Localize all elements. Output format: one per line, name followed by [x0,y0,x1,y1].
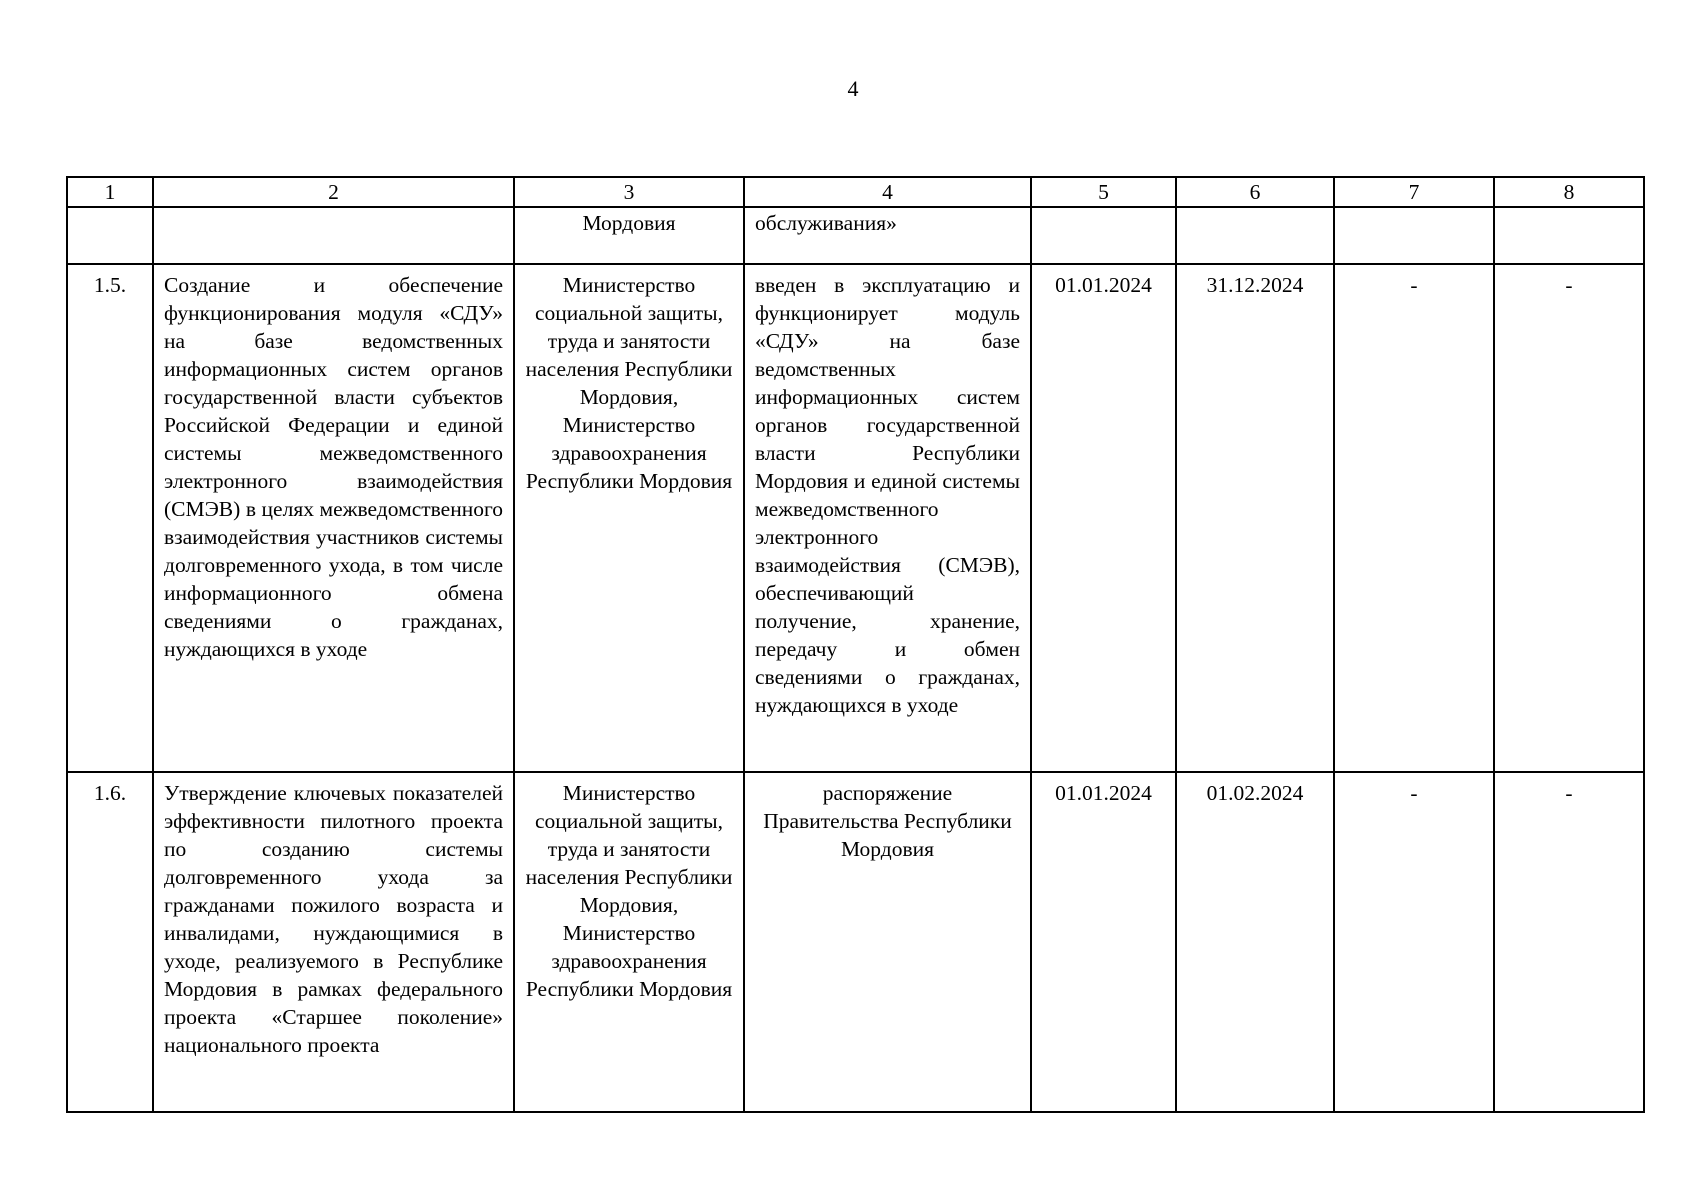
table-row [67,772,1644,1112]
continuation-responsible-cell: Мордовия [514,207,744,264]
header-row [67,177,1644,207]
row-col8: - [1494,264,1644,772]
row-end-date: 01.02.2024 [1176,772,1334,1112]
continuation-row [67,207,1644,264]
continuation-start-cell [1031,207,1176,264]
row-start-date: 01.01.2024 [1031,264,1176,772]
header-cell-4: 4 [744,177,1031,207]
row-col7: - [1334,264,1494,772]
header-cell-6: 6 [1176,177,1334,207]
row-number: 1.6. [67,772,153,1112]
row-result: введен в эксплуатацию и функционирует модуль «СДУ» на базе ведомственных информационных систем органов государственной власти Республики Мордовия и единой системы межведомственного электронного взаимодействия (СМЭВ), обеспечивающий получение, хранение, передачу и обмен сведениями о гражданах, нуждающихся в уходе [744,264,1031,772]
continuation-col7-cell [1334,207,1494,264]
continuation-end-cell [1176,207,1334,264]
header-cell-5: 5 [1031,177,1176,207]
header-cell-2: 2 [153,177,514,207]
continuation-col8-cell [1494,207,1644,264]
row-description: Создание и обеспечение функционирования модуля «СДУ» на базе ведомственных информационных систем органов государственной власти субъектов Российской Федерации и единой системы межведомственного электронного взаимодействия (СМЭВ) в целях межведомственного взаимодействия участников системы долговременного ухода, в том числе информационного обмена сведениями о гражданах, нуждающихся в уходе [153,264,514,772]
continuation-num-cell [67,207,153,264]
header-cell-7: 7 [1334,177,1494,207]
continuation-description-cell [153,207,514,264]
header-cell-3: 3 [514,177,744,207]
header-cell-1: 1 [67,177,153,207]
row-start-date: 01.01.2024 [1031,772,1176,1112]
plan-table [66,176,1645,1113]
table-row [67,264,1644,772]
page-number: 4 [847,76,859,101]
row-col8: - [1494,772,1644,1112]
row-number: 1.5. [67,264,153,772]
row-responsible: Министерство социальной защиты, труда и занятости населения Республики Мордовия, Министерство здравоохранения Республики Мордовия [514,264,744,772]
row-col7: - [1334,772,1494,1112]
row-description: Утверждение ключевых показателей эффективности пилотного проекта по созданию системы долговременного ухода за гражданами пожилого возраста и инвалидами, нуждающимися в уходе, реализуемого в Республике Мордовия в рамках федерального проекта «Старшее поколение» национального проекта [153,772,514,1112]
row-end-date: 31.12.2024 [1176,264,1334,772]
header-cell-8: 8 [1494,177,1644,207]
continuation-result-cell: обслуживания» [744,207,1031,264]
row-result: распоряжение Правительства Республики Мордовия [744,772,1031,1112]
row-responsible: Министерство социальной защиты, труда и занятости населения Республики Мордовия, Министерство здравоохранения Республики Мордовия [514,772,744,1112]
